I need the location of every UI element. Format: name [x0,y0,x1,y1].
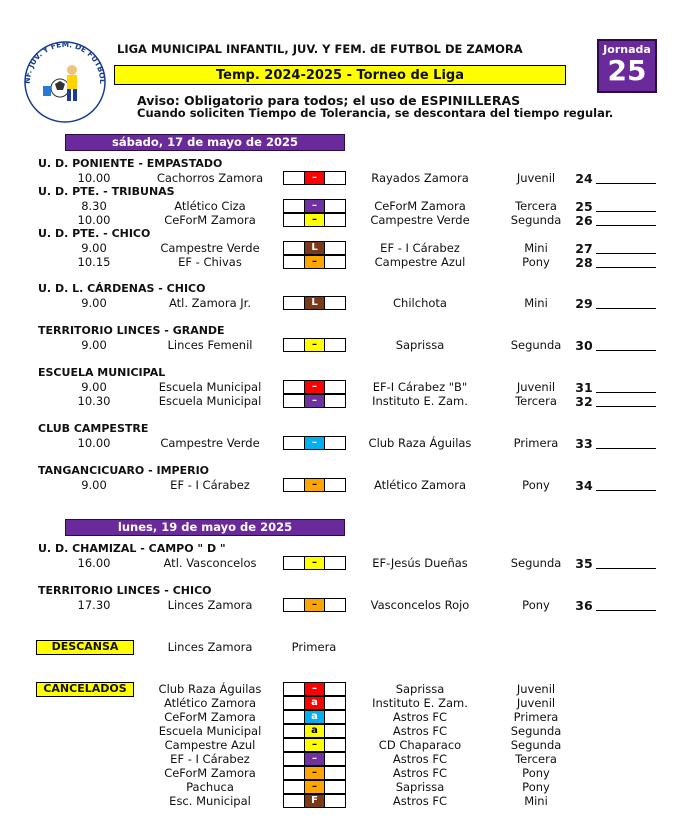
home-team: EF - Chivas [178,255,242,269]
cancelled-match-row [0,710,683,724]
category-color-mark: L [304,241,325,255]
match-time: 8.30 [81,199,107,213]
venue-name: U. D. PONIENTE - EMPASTADO [38,157,223,170]
home-team: Esc. Municipal [169,794,251,808]
jornada-box [597,39,657,93]
category-color-mark: – [304,738,325,752]
color-box-right-cell [324,766,346,780]
result-blank-line [596,255,656,268]
category-color-mark: – [304,478,325,492]
color-box-right-cell [324,478,346,492]
color-box [283,696,345,710]
away-team: Campestre Verde [370,213,470,227]
match-number: 35 [575,556,593,571]
cancelled-match-row [0,682,683,696]
category-color-mark: F [304,794,325,808]
day-band: lunes, 19 de mayo de 2025 [65,519,345,536]
color-box-right-cell [324,738,346,752]
home-team: Cachorros Zamora [156,171,264,185]
color-box-right-cell [324,710,346,724]
venue-name: U. D. PTE. - CHICO [38,227,151,240]
venue-name: U. D. L. CÁRDENAS - CHICO [38,282,206,295]
match-number: 29 [575,296,593,311]
match-time: 16.00 [77,556,111,570]
home-team: Linces Femenil [167,338,253,352]
color-box-left-cell [283,724,305,738]
result-blank-line [596,199,656,212]
result-blank-line [596,171,656,184]
home-team: Campestre Verde [160,436,260,450]
category: Segunda [510,556,562,570]
away-team: Instituto E. Zam. [372,394,468,408]
category-color-mark: – [304,255,325,269]
cancelled-match-row [0,724,683,738]
color-box-left-cell [283,556,305,570]
home-team: EF - I Cárabez [170,478,250,492]
category: Primera [513,436,559,450]
result-blank-line [596,556,656,569]
color-box [283,780,345,794]
descansa-label: DESCANSA [36,640,134,655]
color-box-right-cell [324,338,346,352]
result-blank-line [596,478,656,491]
category-color-mark: – [304,780,325,794]
descansa-team: Linces Zamora [167,640,253,654]
category-color-mark: – [304,556,325,570]
color-box-right-cell [324,598,346,612]
color-box-left-cell [283,338,305,352]
color-box-right-cell [324,696,346,710]
category-color-mark: – [304,380,325,394]
color-box [283,794,345,808]
home-team: Escuela Municipal [158,394,262,408]
category-color-mark: a [304,710,325,724]
color-box [283,682,345,696]
color-box-left-cell [283,738,305,752]
home-team: CeForM Zamora [164,710,256,724]
away-team: CeForM Zamora [374,199,466,213]
match-number: 27 [575,241,593,256]
match-time: 9.00 [81,478,107,492]
category: Mini [524,296,548,310]
away-team: EF-I Cárabez "B" [372,380,468,394]
away-team: Chilchota [393,296,447,310]
color-box [283,255,345,269]
away-team: Astros FC [392,752,448,766]
match-number: 32 [575,394,593,409]
season-banner: Temp. 2024-2025 - Torneo de Liga [114,65,566,85]
category-color-mark: – [304,436,325,450]
match-time: 10.30 [77,394,111,408]
color-box [283,724,345,738]
match-time: 9.00 [81,296,107,310]
jornada-number: 25 [607,54,647,87]
notice-line-1: Aviso: Obligatorio para todos; el uso de ESPINILLERAS [137,93,521,108]
match-number: 31 [575,380,593,395]
descansa-category: Primera [291,640,337,654]
color-box-right-cell [324,394,346,408]
category: Tercera [515,394,557,408]
match-row [0,394,683,408]
match-row [0,255,683,269]
color-box-left-cell [283,296,305,310]
cancelled-match-row [0,766,683,780]
away-team: Campestre Azul [374,255,466,269]
home-team: Club Raza Águilas [158,682,262,696]
match-time: 10.00 [77,213,111,227]
league-logo [20,36,110,124]
away-team: Astros FC [392,724,448,738]
color-box-left-cell [283,478,305,492]
category: Pony [522,478,550,492]
color-box [283,738,345,752]
color-box-right-cell [324,556,346,570]
color-box-right-cell [324,682,346,696]
home-team: CeForM Zamora [164,213,256,227]
category: Pony [522,766,550,780]
match-number: 28 [575,255,593,270]
match-row [0,598,683,612]
cancelled-match-row [0,794,683,808]
venue-name: ESCUELA MUNICIPAL [38,366,166,379]
match-time: 17.30 [77,598,111,612]
svg-text:LIGA MPAL. INF. JUV. Y FEM. DE: NF. JUV. Y FEM. DE FUTBOL [22,39,108,84]
category: Pony [522,780,550,794]
home-team: Campestre Azul [164,738,256,752]
color-box [283,241,345,255]
color-box [283,766,345,780]
category: Juvenil [516,380,556,394]
color-box-left-cell [283,780,305,794]
category-color-mark: a [304,696,325,710]
category: Segunda [510,738,562,752]
color-box [283,436,345,450]
color-box [283,213,345,227]
away-team: EF - I Cárabez [380,241,460,255]
notice [137,94,613,120]
category: Mini [524,794,548,808]
color-box-right-cell [324,380,346,394]
away-team: Instituto E. Zam. [372,696,468,710]
category-color-mark: – [304,338,325,352]
color-box-left-cell [283,598,305,612]
color-box-right-cell [324,296,346,310]
away-team: Astros FC [392,710,448,724]
away-team: Rayados Zamora [371,171,469,185]
home-team: CeForM Zamora [164,766,256,780]
cancelados-label: CANCELADOS [36,682,134,697]
venue-name: U. D. PTE. - TRIBUNAS [38,185,175,198]
jornada-label: Jornada [603,43,651,56]
category: Segunda [510,724,562,738]
away-team: Astros FC [392,766,448,780]
home-team: Atl. Vasconcelos [163,556,257,570]
match-row [0,478,683,492]
match-time: 9.00 [81,241,107,255]
category-color-mark: – [304,213,325,227]
color-box-right-cell [324,241,346,255]
match-row [0,241,683,255]
match-number: 34 [575,478,593,493]
color-box-left-cell [283,710,305,724]
category: Tercera [515,199,557,213]
color-box-right-cell [324,171,346,185]
away-team: Atlético Zamora [373,478,467,492]
result-blank-line [596,296,656,309]
category: Pony [522,255,550,269]
match-number: 30 [575,338,593,353]
match-number: 33 [575,436,593,451]
league-title: LIGA MUNICIPAL INFANTIL, JUV. Y FEM. dE FUTBOL DE ZAMORA [117,42,523,56]
match-time: 9.00 [81,380,107,394]
color-box [283,394,345,408]
match-row [0,199,683,213]
match-time: 10.00 [77,171,111,185]
color-box-left-cell [283,752,305,766]
color-box-left-cell [283,394,305,408]
color-box-left-cell [283,436,305,450]
venue-name: U. D. CHAMIZAL - CAMPO " D " [38,542,226,555]
home-team: EF - I Cárabez [170,752,250,766]
cancelled-match-row [0,780,683,794]
color-box-left-cell [283,794,305,808]
match-time: 10.15 [77,255,111,269]
away-team: EF-Jesús Dueñas [372,556,468,570]
color-box-right-cell [324,199,346,213]
venue-name: TERRITORIO LINCES - CHICO [38,584,212,597]
category: Primera [513,710,559,724]
color-box-right-cell [324,213,346,227]
color-box [283,752,345,766]
color-box-left-cell [283,696,305,710]
category-color-mark: – [304,766,325,780]
cancelled-match-row [0,738,683,752]
cancelled-match-row [0,752,683,766]
match-row [0,171,683,185]
match-time: 9.00 [81,338,107,352]
away-team: Saprissa [395,338,445,352]
color-box-left-cell [283,171,305,185]
color-box [283,598,345,612]
result-blank-line [596,338,656,351]
result-blank-line [596,394,656,407]
result-blank-line [596,380,656,393]
category-color-mark: – [304,682,325,696]
notice-line-2: Cuando soliciten Tiempo de Tolerancia, se descontara del tiempo regular. [137,106,614,120]
color-box [283,296,345,310]
match-number: 26 [575,213,593,228]
category: Pony [522,598,550,612]
match-number: 25 [575,199,593,214]
color-box [283,380,345,394]
away-team: Club Raza Águilas [368,436,472,450]
color-box-left-cell [283,380,305,394]
color-box [283,171,345,185]
home-team: Atlético Zamora [163,696,257,710]
category: Juvenil [516,171,556,185]
venue-name: TERRITORIO LINCES - GRANDE [38,324,225,337]
category: Tercera [515,752,557,766]
away-team: CD Chaparaco [378,738,462,752]
color-box-left-cell [283,255,305,269]
category: Segunda [510,338,562,352]
category: Mini [524,241,548,255]
away-team: Saprissa [395,682,445,696]
color-box-right-cell [324,436,346,450]
color-box-right-cell [324,794,346,808]
color-box-left-cell [283,213,305,227]
match-row [0,296,683,310]
match-number: 24 [575,171,593,186]
away-team: Vasconcelos Rojo [370,598,470,612]
venue-name: TANGANCICUARO - IMPERIO [38,464,210,477]
result-blank-line [596,598,656,611]
category-color-mark: a [304,724,325,738]
match-row [0,556,683,570]
match-number: 36 [575,598,593,613]
category-color-mark: – [304,394,325,408]
match-row [0,338,683,352]
color-box [283,338,345,352]
category-color-mark: – [304,171,325,185]
home-team: Pachuca [186,780,234,794]
home-team: Campestre Verde [160,241,260,255]
away-team: Astros FC [392,794,448,808]
category: Segunda [510,213,562,227]
color-box-right-cell [324,724,346,738]
home-team: Atlético Ciza [174,199,246,213]
color-box-left-cell [283,241,305,255]
color-box [283,478,345,492]
color-box [283,556,345,570]
color-box [283,199,345,213]
match-time: 10.00 [77,436,111,450]
home-team: Escuela Municipal [158,724,262,738]
category-color-mark: – [304,752,325,766]
category-color-mark: L [304,296,325,310]
category: Juvenil [516,696,556,710]
result-blank-line [596,436,656,449]
color-box [283,710,345,724]
color-box-right-cell [324,780,346,794]
cancelled-match-row [0,696,683,710]
color-box-right-cell [324,255,346,269]
category-color-mark: – [304,598,325,612]
home-team: Escuela Municipal [158,380,262,394]
color-box-left-cell [283,199,305,213]
result-blank-line [596,213,656,226]
color-box-left-cell [283,766,305,780]
color-box-left-cell [283,682,305,696]
venue-name: CLUB CAMPESTRE [38,422,149,435]
color-box-right-cell [324,752,346,766]
home-team: Linces Zamora [167,598,253,612]
match-row [0,213,683,227]
match-row [0,436,683,450]
home-team: Atl. Zamora Jr. [169,296,251,310]
category-color-mark: – [304,199,325,213]
result-blank-line [596,241,656,254]
match-row [0,380,683,394]
day-band: sábado, 17 de mayo de 2025 [65,134,345,151]
away-team: Saprissa [395,780,445,794]
category: Juvenil [516,682,556,696]
